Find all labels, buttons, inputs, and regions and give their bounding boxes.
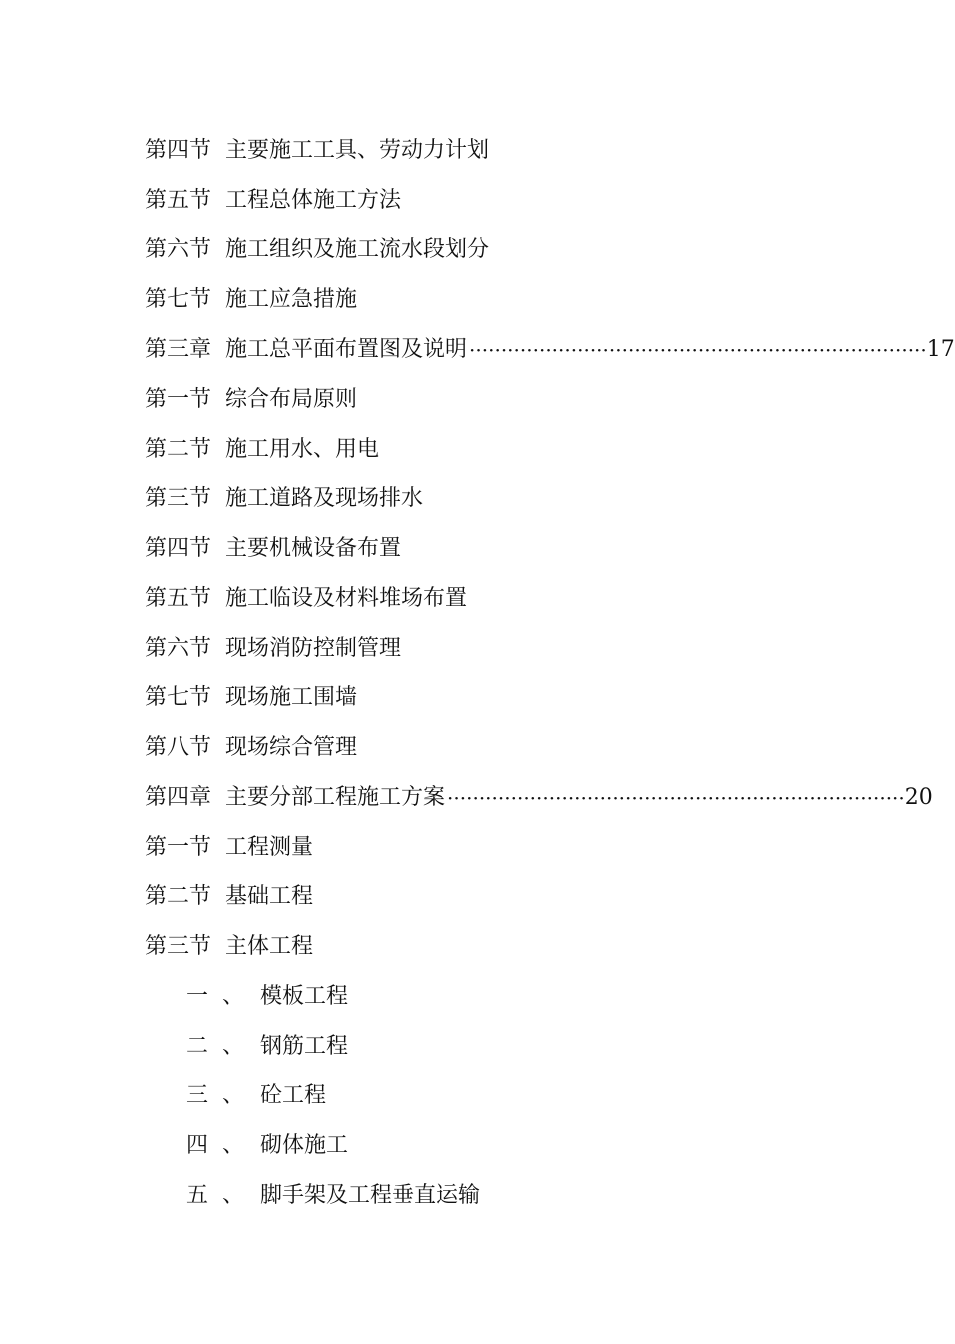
- toc-entry-number: 二: [186, 1034, 209, 1059]
- toc-entry-separator: 、: [222, 1183, 245, 1208]
- toc-entry-title: 主要施工工具、劳动力计划: [225, 138, 490, 163]
- toc-entry-title: 施工道路及现场排水: [225, 486, 424, 511]
- toc-sub-entry: [186, 981, 348, 1013]
- toc-entry-title: 主要机械设备布置: [225, 536, 402, 561]
- toc-entry-separator: 、: [222, 1034, 245, 1059]
- toc-entry: [145, 284, 357, 316]
- toc-entry-number: 五: [186, 1183, 209, 1208]
- toc-entry-title: 主体工程: [225, 934, 314, 959]
- toc-entry: [145, 135, 489, 167]
- toc-entry: [145, 881, 313, 913]
- toc-sub-entry: [186, 1080, 326, 1112]
- toc-entry-title: 工程总体施工方法: [225, 188, 402, 213]
- toc-entry-title: 基础工程: [225, 884, 314, 909]
- toc-entry-number: 第四节: [145, 138, 212, 163]
- toc-entry: [145, 732, 357, 764]
- toc-entry-title: 施工组织及施工流水段划分: [225, 237, 490, 262]
- toc-entry-title: 砼工程: [260, 1083, 327, 1108]
- toc-entry-separator: 、: [222, 984, 245, 1009]
- toc-entry-number: 第四章: [145, 785, 212, 810]
- toc-entry-number: 第三节: [145, 486, 212, 511]
- toc-entry: [145, 234, 489, 266]
- toc-entry-number: 第一节: [145, 387, 212, 412]
- toc-entry-number: 第五节: [145, 586, 212, 611]
- toc-entry-number: 第七节: [145, 287, 212, 312]
- toc-entry-number: 第六节: [145, 237, 212, 262]
- toc-entry-title: 砌体施工: [260, 1133, 349, 1158]
- toc-entry-number: 四: [186, 1133, 209, 1158]
- toc-entry-number: 三: [186, 1083, 209, 1108]
- toc-dot-leader: ········································································: [469, 338, 927, 362]
- toc-page-number: 20: [904, 785, 933, 810]
- toc-entry-number: 第三章: [145, 337, 212, 362]
- toc-chapter-entry: [145, 334, 955, 366]
- toc-entry-number: 一: [186, 984, 209, 1009]
- toc-entry: [145, 682, 357, 714]
- toc-page-number: 17: [926, 337, 955, 362]
- toc-sub-entry: [186, 1130, 348, 1162]
- toc-entry: [145, 583, 467, 615]
- toc-entry-title: 现场施工围墙: [225, 685, 358, 710]
- toc-entry-title: 现场消防控制管理: [225, 636, 402, 661]
- toc-entry-title: 综合布局原则: [225, 387, 358, 412]
- toc-entry-number: 第八节: [145, 735, 212, 760]
- toc-entry-number: 第二节: [145, 437, 212, 462]
- toc-entry-number: 第一节: [145, 835, 212, 860]
- toc-entry: [145, 384, 357, 416]
- toc-entry-number: 第六节: [145, 636, 212, 661]
- toc-entry: [145, 533, 401, 565]
- toc-entry-title: 脚手架及工程垂直运输: [260, 1183, 481, 1208]
- toc-entry: [145, 931, 313, 963]
- toc-entry: [145, 483, 423, 515]
- toc-sub-entry: [186, 1180, 480, 1212]
- toc-entry: [145, 185, 401, 217]
- toc-entry-number: 第四节: [145, 536, 212, 561]
- toc-entry-title: 主要分部工程施工方案: [225, 785, 446, 810]
- toc-entry-separator: 、: [222, 1133, 245, 1158]
- toc-entry: [145, 434, 379, 466]
- toc-sub-entry: [186, 1031, 348, 1063]
- toc-dot-leader: ········································································: [447, 786, 905, 810]
- toc-entry-title: 施工临设及材料堆场布置: [225, 586, 468, 611]
- toc-entry-title: 钢筋工程: [260, 1034, 349, 1059]
- toc-entry-number: 第五节: [145, 188, 212, 213]
- toc-entry-title: 施工用水、用电: [225, 437, 380, 462]
- toc-entry-number: 第二节: [145, 884, 212, 909]
- toc-entry-title: 施工总平面布置图及说明: [225, 337, 468, 362]
- toc-chapter-entry: [145, 782, 933, 814]
- toc-entry-number: 第七节: [145, 685, 212, 710]
- toc-entry: [145, 832, 313, 864]
- toc-entry: [145, 633, 401, 665]
- toc-entry-number: 第三节: [145, 934, 212, 959]
- toc-entry-separator: 、: [222, 1083, 245, 1108]
- toc-entry-title: 模板工程: [260, 984, 349, 1009]
- toc-entry-title: 工程测量: [225, 835, 314, 860]
- toc-entry-title: 施工应急措施: [225, 287, 358, 312]
- toc-entry-title: 现场综合管理: [225, 735, 358, 760]
